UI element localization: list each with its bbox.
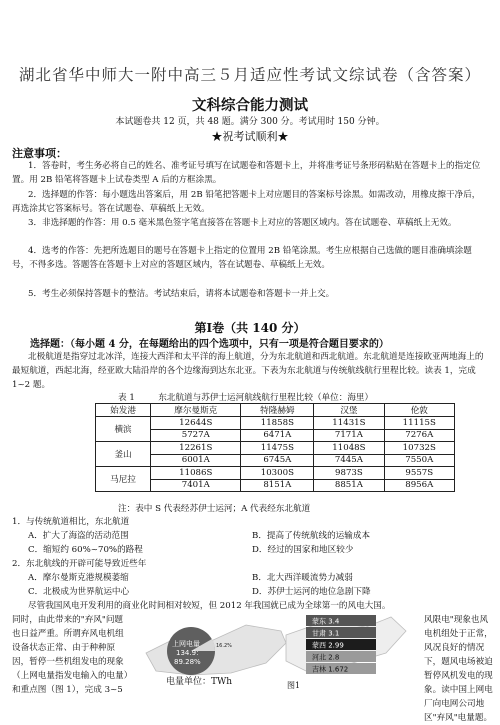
table-cell: 5727A bbox=[151, 429, 241, 442]
notice-item-1: 1．答卷时，考生务必将自己的姓名、准考证号填写在试题卷和答题卡上，并将准考证号条形码粘贴在答题卡上的指定位置。用 2B 铅笔将答题卡上试卷类型 A 后的方框涂黑。 bbox=[12, 161, 481, 186]
table-cell: 8151A bbox=[241, 479, 314, 492]
curtailment-bars bbox=[306, 615, 376, 674]
table-cell: 10732S bbox=[384, 442, 454, 455]
header-london: 伦敦 bbox=[384, 404, 454, 417]
table-cell: 12644S bbox=[151, 417, 241, 430]
table-caption-text: 东北航道与苏伊士运河航线航行里程比较（单位：海里） bbox=[158, 393, 374, 403]
table-cell: 11086S bbox=[151, 467, 241, 480]
table-cell: 7550A bbox=[384, 454, 454, 467]
part-title: 第Ⅰ卷（共 140 分） bbox=[194, 321, 306, 335]
notice-heading: 注意事项： bbox=[12, 147, 67, 160]
header-trondheim: 特隆赫姆 bbox=[241, 404, 314, 417]
document-title: 湖北省华中师大一附中高三５月适应性考试文综试卷（含答案） bbox=[18, 66, 481, 84]
table-caption bbox=[118, 391, 373, 403]
question-1-option-c: C．缩短约 60%~70%的路程 bbox=[28, 545, 143, 555]
notice-item-4: 4．选考的作答：先把所选题目的题号在答题卡上指定的位置用 2B 铅笔涂黑。考生应根据自己选做的题目准确填涂题号，不得多选。答题答在答题卡上对应的答题区域内，答在试题卷、草稿纸上无效。 bbox=[12, 246, 472, 271]
question-2-option-b: B．北大西洋暖流势力减弱 bbox=[252, 573, 353, 583]
table-header-row bbox=[96, 404, 455, 417]
question-2-stem: 2．东北航线的开辟可能导致近些年 bbox=[12, 559, 147, 569]
table-cell: 8956A bbox=[384, 479, 454, 492]
table-cell: 11431S bbox=[314, 417, 384, 430]
unit-label: 电量单位：TWh bbox=[166, 677, 233, 687]
pie-small-label: 16.2% bbox=[216, 643, 232, 649]
table-cell: 6745A bbox=[241, 454, 314, 467]
question-1-option-b: B．提高了传统航线的运输成本 bbox=[252, 531, 371, 541]
port-cell: 马尼拉 bbox=[96, 467, 151, 492]
table-cell: 6001A bbox=[151, 454, 241, 467]
port-cell: 釜山 bbox=[96, 442, 151, 467]
question-1-option-a: A．扩大了海盗的活动范围 bbox=[28, 531, 129, 541]
table-cell: 11475S bbox=[241, 442, 314, 455]
table-cell: 11858S bbox=[241, 417, 314, 430]
question-2-option-a: A．摩尔曼斯克港规模萎缩 bbox=[28, 573, 129, 583]
route-distance-table bbox=[95, 403, 455, 492]
figure-label: 图1 bbox=[287, 681, 301, 690]
header-origin-port: 始发港 bbox=[96, 404, 151, 417]
question-2-option-c: C．北极成为世界航运中心 bbox=[28, 587, 130, 597]
question-1-stem: 1．与传统航道相比，东北航道 bbox=[12, 517, 130, 527]
notice-item-3: 3．非选择题的作答：用 0.5 毫米黑色签字笔直接答在答题卡上对应的答题区域内。答在试题卷、草稿纸上无效。 bbox=[28, 218, 457, 228]
table-cell: 11115S bbox=[384, 417, 454, 430]
good-luck-line: ★祝考试顺利★ bbox=[211, 130, 289, 143]
question-1-option-d: D．经过的国家和地区较少 bbox=[252, 545, 354, 555]
pie-percent: 89.28% bbox=[174, 658, 201, 666]
table-cell: 11048S bbox=[314, 442, 384, 455]
pie-label: 上网电量 bbox=[172, 640, 200, 648]
table-cell: 7445A bbox=[314, 454, 384, 467]
table-cell: 6471A bbox=[241, 429, 314, 442]
table-cell: 7401A bbox=[151, 479, 241, 492]
header-murmansk: 摩尔曼斯克 bbox=[151, 404, 241, 417]
table-cell: 7171A bbox=[314, 429, 384, 442]
wind-text-right: 风限电"现象也风电机组处于正常，风况良好的情况下，题风电场被迫暂停风机发电的现象。读中国上网电厂向电网公司地区"弃风"电量题。 bbox=[424, 615, 493, 723]
table-note: 注：表中 S 代表经苏伊士运河；A 代表经东北航道 bbox=[118, 504, 311, 514]
table-row bbox=[96, 467, 455, 480]
table-row bbox=[96, 442, 455, 455]
region-bar-label: 蒙西 2.99 bbox=[312, 641, 344, 650]
region-bar-label: 蒙东 3.4 bbox=[312, 617, 340, 626]
region-bar-label: 甘肃 3.1 bbox=[312, 629, 340, 638]
intro-paragraph: 北极航道是指穿过北冰洋，连接大西洋和太平洋的海上航道，分为东北航道和西北航道。东北航道是连接欧亚两地海上的最短航道，西起北海，经亚欧大陆沿岸的各个边缘海到达东北亚。下表为东北航道与传统航线航行里程比较。读表 1，完成 1~2 题。 bbox=[12, 352, 484, 391]
exam-info: 本试题卷共 12 页，共 48 题。满分 300 分。考试用时 150 分钟。 bbox=[115, 117, 385, 127]
notice-item-5: 5．考生必须保持答题卡的整洁。考试结束后，请将本试题卷和答题卡一并上交。 bbox=[28, 289, 335, 299]
wind-text-left: 同时，由此带来的"弃风"问题也日益严重。所谓弃风电机组设备状态正常、由于种种原因，暂停一些机组发电的现象（上网电量指发电输入的电量）和重点图（图 1），完成 3~5 bbox=[12, 615, 129, 695]
region-bar-label: 吉林 1.672 bbox=[312, 665, 349, 674]
header-hamburg: 汉堡 bbox=[314, 404, 384, 417]
table-cell: 10300S bbox=[241, 467, 314, 480]
table-cell: 9557S bbox=[384, 467, 454, 480]
table-cell: 12261S bbox=[151, 442, 241, 455]
port-cell: 横滨 bbox=[96, 417, 151, 442]
pie-value: 134.9： bbox=[176, 649, 204, 657]
table-caption-number: 表 1 bbox=[118, 393, 135, 403]
table-cell: 8851A bbox=[314, 479, 384, 492]
question-2-option-d: D．苏伊士运河的地位急剧下降 bbox=[252, 587, 371, 597]
wind-intro: 尽管我国风电开发利用的商业化时间相对较短，但 2012 年我国就已成为全球第一的风电大国。 bbox=[28, 601, 391, 611]
table-row bbox=[96, 417, 455, 430]
exam-subtitle: 文科综合能力测试 bbox=[192, 97, 308, 114]
region-bar-label: 河北 2.8 bbox=[312, 653, 340, 662]
table-cell: 9873S bbox=[314, 467, 384, 480]
mc-heading: 选择题：（每小题 4 分，在每题给出的四个选项中，只有一项是符合题目要求的） bbox=[30, 339, 389, 350]
wind-power-map bbox=[136, 613, 420, 679]
notice-item-2: 2．选择题的作答：每小题选出答案后，用 2B 铅笔把答题卡上对应题目的答案标号涂黑。如需改动，用橡皮擦干净后，再选涂其它答案标号。答在试题卷、草稿纸上无效。 bbox=[12, 190, 481, 215]
table-cell: 7276A bbox=[384, 429, 454, 442]
